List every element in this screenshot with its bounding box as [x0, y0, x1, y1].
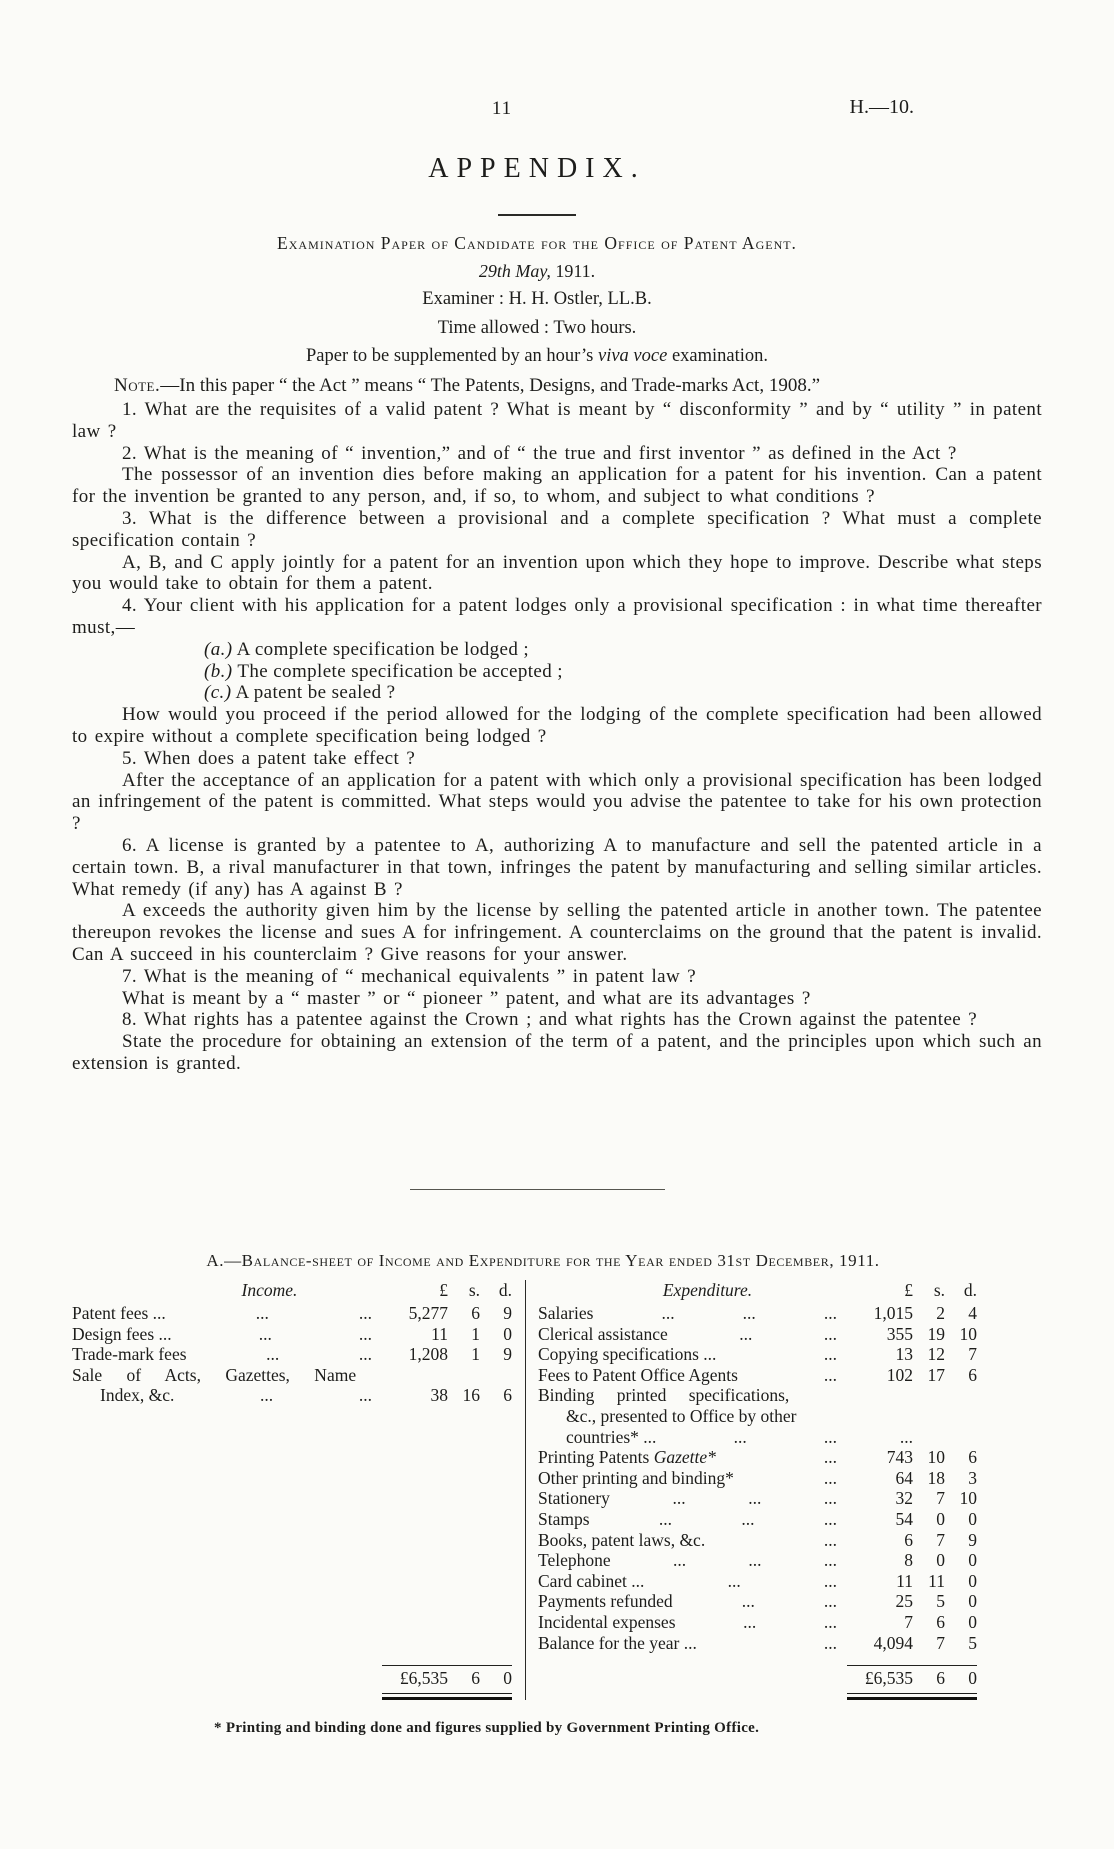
row-label: countries* ... ... ...	[566, 1426, 837, 1447]
row-amount: 6 7 9	[904, 1529, 977, 1550]
exam-paper-subtitle: Examination Paper of Candidate for the Office of Patent Agent.	[277, 233, 797, 253]
table-row	[72, 1344, 512, 1365]
row-amount: 25 5 0	[895, 1591, 977, 1612]
row-label: Stationery ... ... ...	[538, 1488, 837, 1509]
dot-leader: ...	[823, 1529, 837, 1550]
running-head	[72, 0, 1042, 122]
table-row	[72, 1365, 512, 1386]
table-row	[72, 1303, 512, 1324]
dot-leader: ...	[823, 1364, 837, 1385]
income-heading: Income.	[241, 1280, 298, 1300]
table-row	[72, 1324, 512, 1345]
table-row	[538, 1303, 977, 1324]
question-paragraph: What is meant by a “ master ” or “ pioneer ” patent, and what are its advantages ?	[122, 987, 811, 1009]
dot-leader: ...	[748, 1550, 762, 1571]
expenditure-total-amount: £6,535 6 0	[864, 1668, 977, 1688]
dot-leader: ...	[741, 1508, 755, 1529]
table-row	[538, 1468, 977, 1489]
income-total	[72, 1665, 512, 1700]
table-row	[538, 1324, 977, 1345]
row-label: Patent fees ... ... ...	[72, 1303, 372, 1323]
table-row	[72, 1385, 512, 1406]
table-row	[538, 1509, 977, 1530]
dot-leader: ...	[823, 1488, 837, 1509]
income-column	[72, 1280, 526, 1700]
dot-leader: ...	[661, 1303, 675, 1323]
question-paragraph: A exceeds the authority given him by the license by selling the patented article in another town. The patentee thereupon revokes the license and sues A for infringement. A counterclaims on the ground that the patent is invalid. Can A succeed in his counterclaim ? Give reasons for your answer.	[72, 900, 1042, 965]
double-total-rule	[382, 1693, 512, 1700]
viva-voce-note: Paper to be supplemented by an hour’s viva voce examination.	[305, 346, 769, 366]
exam-questions	[72, 399, 1042, 1189]
row-label: Incidental expenses ... ...	[538, 1611, 837, 1632]
currency-columns	[847, 1280, 977, 1301]
question-paragraph: How would you proceed if the period allowed for the lodging of the complete specification had been allowed to expire without a complete specification being lodged ?	[72, 704, 1042, 747]
question-paragraph: A, B, and C apply jointly for a patent for an invention upon which they hope to improve. Describe what steps you would take to obtain for them a patent.	[72, 551, 1042, 595]
expenditure-total	[538, 1665, 977, 1700]
pounds-col-header: £	[904, 1280, 913, 1300]
row-label: &c., presented to Office by other	[566, 1405, 797, 1426]
examiner-line: Examiner : H. H. Ostler, LL.B.	[422, 289, 652, 309]
row-label: Payments refunded ... ...	[538, 1591, 837, 1612]
row-label: Copying specifications ... ...	[538, 1344, 837, 1365]
dot-leader: ...	[727, 1570, 741, 1591]
exam-date: 29th May, 1911.	[478, 261, 596, 281]
row-label: Fees to Patent Office Agents ...	[538, 1364, 837, 1385]
income-total-amount: £6,535 6 0	[399, 1668, 512, 1688]
shillings-col-header: s.	[933, 1280, 945, 1300]
dot-leader: ...	[823, 1570, 837, 1591]
dot-leader: ...	[358, 1385, 372, 1406]
dot-leader: ...	[255, 1303, 269, 1323]
section-divider-rule	[410, 1189, 665, 1190]
table-row	[538, 1612, 977, 1633]
question-paragraph: 6. A license is granted by a patentee to A, authorizing A to manufacture and sell the patented article in a certain town. B, a rival manufacturer in that town, infringes the patent by manufacturing and selling similar articles. What remedy (if any) has A against B ?	[72, 834, 1042, 900]
table-row	[538, 1530, 977, 1551]
dot-leader: ...	[739, 1323, 753, 1344]
row-amount: 5,277 6 9	[408, 1303, 512, 1323]
row-label: Sale of Acts, Gazettes, Name	[72, 1364, 357, 1385]
row-label: Card cabinet ... ... ...	[538, 1570, 837, 1591]
dot-leader: ...	[823, 1550, 837, 1571]
currency-columns	[382, 1280, 512, 1301]
table-row	[538, 1427, 977, 1448]
row-label: Design fees ... ... ...	[72, 1323, 372, 1344]
pence-col-header: d.	[498, 1280, 512, 1300]
question-paragraph: 4. Your client with his application for a patent lodges only a provisional specification : in what time thereafter must,—	[72, 595, 1042, 638]
row-amount: 32 7 10	[895, 1488, 977, 1509]
double-total-rule	[847, 1693, 977, 1700]
row-amount: 4,094 7 5	[873, 1632, 977, 1653]
dot-leader: ...	[741, 1591, 755, 1612]
table-row	[538, 1591, 977, 1612]
row-amount: 13 12 7	[895, 1344, 977, 1365]
time-allowed-line: Time allowed : Two hours.	[437, 318, 637, 338]
expenditure-header-row	[538, 1280, 977, 1301]
question-paragraph: 7. What is the meaning of “ mechanical equivalents ” in patent law ?	[122, 965, 697, 987]
dot-leader: ...	[823, 1426, 837, 1447]
question-paragraph: 2. What is the meaning of “ invention,” and of “ the true and first inventor ” as defined in the Act ?	[122, 442, 957, 464]
table-row	[538, 1550, 977, 1571]
row-amount: 1,208 1 9	[408, 1344, 512, 1365]
table-row	[538, 1571, 977, 1592]
expenditure-heading: Expenditure.	[662, 1280, 753, 1300]
row-amount: 38 16 6	[430, 1385, 512, 1406]
row-label: Telephone ... ... ...	[538, 1550, 837, 1571]
dot-leader: ...	[733, 1426, 747, 1447]
row-amount: 102 17 6	[886, 1364, 977, 1385]
note-label: Note.	[114, 375, 161, 396]
gazette-italic: Gazette*	[653, 1447, 716, 1468]
income-header-row	[72, 1280, 512, 1301]
row-label: Books, patent laws, &c. ...	[538, 1529, 837, 1550]
dot-leader: ...	[672, 1550, 687, 1571]
row-label: Balance for the year ... ...	[538, 1632, 837, 1653]
dot-leader: ...	[823, 1467, 837, 1488]
balance-sheet-title: A.—Balance-sheet of Income and Expenditure for the Year ended 31st December, 1911.	[206, 1251, 880, 1270]
dot-leader: ...	[743, 1611, 757, 1632]
row-amount: 11 1 0	[431, 1323, 512, 1344]
table-row	[538, 1447, 977, 1468]
page-content	[72, 0, 1042, 1737]
shillings-col-header: s.	[468, 1280, 480, 1300]
row-amount: 7 6 0	[904, 1611, 977, 1632]
dot-leader: ...	[358, 1303, 372, 1323]
appendix-title: APPENDIX.	[428, 153, 646, 184]
row-label: Index, &c. ... ...	[100, 1385, 372, 1406]
list-marker: (c.)	[204, 682, 232, 704]
table-row	[538, 1365, 977, 1386]
row-label: Stamps ... ... ...	[538, 1508, 837, 1529]
dot-leader: ...	[823, 1323, 837, 1344]
dot-leader: ...	[742, 1303, 756, 1323]
row-amount: 743 10 6	[886, 1447, 977, 1468]
row-amount: 1,015 2 4	[873, 1303, 977, 1323]
question-paragraph: After the acceptance of an application for a patent with which only a provisional specification has been lodged an infringement of the patent is committed. What steps would you advise the patentee to take for his own protection ?	[72, 769, 1042, 835]
row-amount: 11 11 0	[896, 1570, 977, 1591]
dot-leader: ...	[823, 1303, 837, 1323]
dot-leader: ...	[748, 1488, 762, 1509]
document-reference: H.—10.	[849, 96, 914, 118]
table-footnote: * Printing and binding done and figures supplied by Government Printing Office.	[214, 1720, 760, 1736]
table-row	[538, 1488, 977, 1509]
row-label: Clerical assistance ... ...	[538, 1323, 837, 1344]
table-row	[538, 1385, 977, 1406]
table-row	[538, 1633, 977, 1654]
page-number: 11	[491, 98, 513, 119]
question-paragraph: State the procedure for obtaining an extension of the term of a patent, and the principles upon which such an extension is granted.	[72, 1031, 1042, 1074]
row-label: Other printing and binding* ...	[538, 1467, 837, 1488]
list-item: (c.) A patent be sealed ?	[204, 682, 396, 704]
question-paragraph: 3. What is the difference between a provisional and a complete specification ? What must a complete specification contain ?	[72, 507, 1042, 551]
balance-sheet-table	[72, 1280, 1042, 1700]
question-paragraph: 5. When does a patent take effect ?	[122, 747, 416, 769]
act-definition-note: Note.—In this paper “ the Act ” means “ The Patents, Designs, and Trade-marks Act, 1908.”	[114, 375, 821, 396]
question-paragraph: 8. What rights has a patentee against the Crown ; and what rights has the Crown against the patentee ?	[122, 1009, 978, 1031]
sub-question-list	[204, 639, 1042, 704]
row-label: Salaries ... ... ...	[538, 1303, 837, 1323]
appendix-header	[52, 152, 1022, 367]
pounds-col-header: £	[439, 1280, 448, 1300]
dot-leader: ...	[672, 1488, 686, 1509]
row-amount: 54 0 0	[895, 1508, 977, 1529]
dot-leader: ...	[358, 1323, 372, 1344]
pence-col-header: d.	[963, 1280, 977, 1300]
list-item: (a.) A complete specification be lodged ;	[204, 638, 530, 660]
row-amount: 355 19 10	[886, 1323, 977, 1344]
list-item: (b.) The complete specification be accepted ;	[204, 660, 563, 682]
dot-leader: ...	[823, 1632, 837, 1653]
dot-leader: ...	[266, 1344, 280, 1365]
question-paragraph: The possessor of an invention dies before making an application for a patent for his invention. Can a patent for the invention be granted to any person, and, if so, to whom, and subject to what conditions ?	[72, 464, 1042, 508]
expenditure-column	[526, 1280, 1042, 1700]
row-amount: 8 0 0	[904, 1550, 977, 1571]
dot-leader: ...	[358, 1344, 372, 1365]
dot-leader: ...	[658, 1508, 673, 1529]
row-amount: 64 18 3	[895, 1467, 977, 1488]
dot-leader: ...	[823, 1508, 837, 1529]
dot-leader: ...	[823, 1611, 837, 1632]
dot-leader: ...	[823, 1591, 837, 1612]
row-label: Trade-mark fees ... ...	[72, 1344, 372, 1365]
title-rule	[498, 214, 576, 216]
list-marker: (b.)	[204, 660, 233, 682]
dot-leader: ...	[260, 1385, 274, 1406]
question-paragraph: 1. What are the requisites of a valid patent ? What is meant by “ disconformity ” and by “ utility ” in patent law ?	[72, 399, 1042, 442]
dot-leader: ...	[823, 1344, 837, 1365]
list-marker: (a.)	[204, 638, 233, 660]
dot-leader: ...	[823, 1447, 837, 1468]
row-label: Printing Patents Gazette* ...	[538, 1447, 837, 1468]
row-amount: ...	[899, 1426, 913, 1447]
dot-leader: ...	[258, 1323, 272, 1344]
row-label: Binding printed specifications,	[538, 1385, 790, 1406]
table-row	[538, 1344, 977, 1365]
table-row	[538, 1406, 977, 1427]
